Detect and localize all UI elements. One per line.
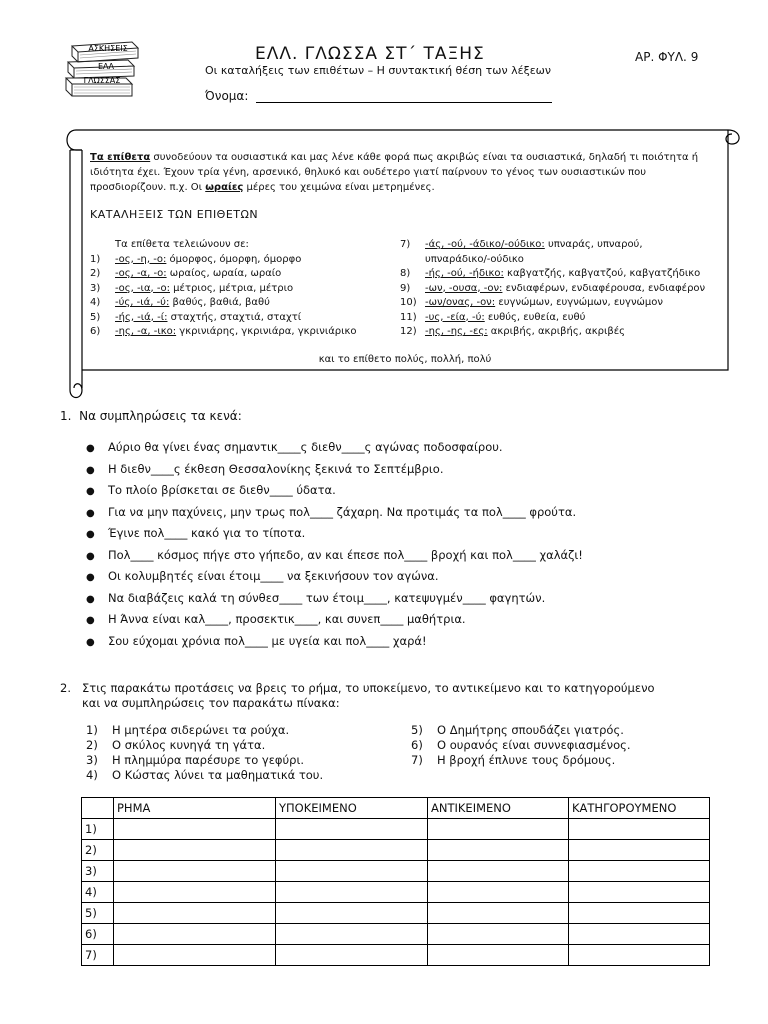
- table-row: [82, 840, 710, 861]
- sheet-number: ΑΡ. ΦΥΛ. 9: [635, 50, 699, 64]
- bullet-icon: ●: [86, 593, 95, 605]
- answer-cell[interactable]: [114, 861, 276, 882]
- exercise-2-text-1: Στις παρακάτω προτάσεις να βρεις το ρήμα, το υποκείμενο, το αντικείμενο και το κατηγορούμενο: [82, 681, 655, 695]
- exercise-1-sentences: [86, 440, 583, 655]
- fill-in-sentence[interactable]: ● Η Άννα είναι καλ____, προσεκτικ____, και συνεπ____ μαθήτρια.: [86, 612, 466, 626]
- answer-cell[interactable]: [276, 819, 428, 840]
- exercise-1-text: Να συμπληρώσεις τα κενά:: [79, 409, 242, 423]
- exercise-2-sentences-left: [86, 723, 323, 783]
- answer-cell[interactable]: [114, 945, 276, 966]
- ending-item: 5) -ής, -ιά, -ί: σταχτής, σταχτιά, σταχτί: [90, 311, 302, 323]
- answer-cell[interactable]: [276, 882, 428, 903]
- fill-in-sentence[interactable]: ● Να διαβάζεις καλά τη σύνθεσ____ των έτοιμ____, κατεψυγμέν____ φαγητών.: [86, 590, 546, 605]
- fill-in-sentence[interactable]: ● Έγινε πολ____ κακό για το τίποτα.: [86, 526, 306, 540]
- table-header: ΚΑΤΗΓΟΡΟΥΜΕΝΟ: [569, 798, 710, 819]
- bullet-icon: ●: [86, 443, 95, 454]
- answer-cell[interactable]: [428, 945, 569, 966]
- analysis-sentence: 7) Η βροχή έπλυνε τους δρόμους.: [411, 753, 616, 767]
- ending-item: 8) -ής, -ού, -ήδικο: καβγατζής, καβγατζού, καβγατζήδικο: [400, 268, 701, 279]
- answer-cell[interactable]: [428, 924, 569, 945]
- answer-cell[interactable]: [428, 882, 569, 903]
- answer-cell[interactable]: [114, 924, 276, 945]
- answer-cell[interactable]: [569, 840, 710, 861]
- exercise-2-sentences-right: [411, 723, 631, 768]
- ending-item-continuation: υπναράδικο/-ούδικο: [425, 253, 524, 265]
- books-logo: [62, 38, 144, 102]
- intro-text-2: μέρες του χειμώνα είναι μετρημένες.: [243, 182, 435, 193]
- worksheet-subtitle: Οι καταλήξεις των επιθέτων – Η συντακτική θέση των λέξεων: [205, 64, 552, 77]
- answer-cell[interactable]: [569, 945, 710, 966]
- endings-footnote: και το επίθετο πολύς, πολλή, πολύ: [318, 354, 492, 365]
- bullet-icon: ●: [86, 572, 95, 583]
- fill-in-sentence[interactable]: ● Αύριο θα γίνει ένας σημαντικ____ς διεθν____ς αγώνας ποδοσφαίρου.: [86, 440, 503, 454]
- exercise-1-prompt: [60, 409, 242, 423]
- row-label: 4): [82, 882, 114, 903]
- answer-cell[interactable]: [428, 840, 569, 861]
- ending-item: 2) -ος, -α, -ο: ωραίος, ωραία, ωραίο: [90, 268, 282, 279]
- ending-item: 11) -υς, -εία, -ύ: ευθύς, ευθεία, ευθύ: [400, 311, 586, 323]
- fill-in-sentence[interactable]: ● Πολ____ κόσμος πήγε στο γήπεδο, αν και έπεσε πολ____ βροχή και πολ____ χαλάζι!: [86, 547, 583, 562]
- exercise-2-number: 2.: [60, 681, 71, 695]
- answer-cell[interactable]: [569, 903, 710, 924]
- table-header-row: [82, 798, 710, 819]
- table-header: [82, 798, 114, 819]
- answer-cell[interactable]: [114, 840, 276, 861]
- intro-term: Τα επίθετα: [90, 152, 151, 163]
- analysis-sentence: 4) Ο Κώστας λύνει τα μαθηματικά του.: [86, 768, 324, 782]
- row-label: 7): [82, 945, 114, 966]
- answer-cell[interactable]: [276, 840, 428, 861]
- exercise-2-text-2: και να συμπληρώσεις τον παρακάτω πίνακα:: [82, 696, 340, 710]
- fill-in-sentence[interactable]: ● Οι κολυμβητές είναι έτοιμ____ να ξεκινήσουν τον αγώνα.: [86, 569, 439, 583]
- name-row: [205, 89, 552, 103]
- bullet-icon: ●: [86, 464, 95, 476]
- endings-right-column: [400, 238, 705, 340]
- answer-cell[interactable]: [276, 861, 428, 882]
- ending-item: 12) -ης, -ης, -ες: ακριβής, ακριβής, ακριβές: [400, 326, 625, 337]
- answer-cell[interactable]: [428, 819, 569, 840]
- ending-item: 9) -ων, -ουσα, -ον: ενδιαφέρων, ενδιαφέρουσα, ενδιαφέρον: [400, 282, 706, 294]
- endings-left-column: [90, 238, 357, 340]
- table-row: [82, 861, 710, 882]
- answer-cell[interactable]: [569, 819, 710, 840]
- logo-line-1: ΑΣΚΗΣΕΙΣ: [88, 44, 128, 53]
- row-label: 2): [82, 840, 114, 861]
- intro-paragraph: [90, 150, 720, 195]
- endings-left-heading: Τα επίθετα τελειώνουν σε:: [115, 239, 249, 250]
- logo-line-2: ΕΛΛ: [98, 62, 114, 71]
- bullet-icon: ●: [86, 507, 95, 519]
- answer-cell[interactable]: [114, 882, 276, 903]
- analysis-sentence: 3) Η πλημμύρα παρέσυρε το γεφύρι.: [86, 753, 305, 767]
- intro-text-1: συνοδεύουν τα ουσιαστικά και μας λένε κάθε φορά πως ακριβώς είναι τα ουσιαστικά, δηλαδή τι ποιότητα ή ιδιότητα έχει. Έχουν τρία γένη, αρσενικό, θηλυκό και ουδέτερο γιατί παίρνουν το γένος των ουσιαστικών που προσδιορίζουν. π.χ. Οι: [90, 152, 699, 193]
- table-row: [82, 903, 710, 924]
- bullet-icon: ●: [86, 615, 95, 626]
- bullet-icon: ●: [86, 550, 95, 562]
- exercise-2-prompt: [60, 681, 740, 711]
- analysis-sentence: 2) Ο σκύλος κυνηγά τη γάτα.: [86, 738, 266, 752]
- answer-cell[interactable]: [428, 861, 569, 882]
- table-header: ΥΠΟΚΕΙΜΕΝΟ: [276, 798, 428, 819]
- answer-cell[interactable]: [428, 903, 569, 924]
- ending-item: 4) -ύς, -ιά, -ύ: βαθύς, βαθιά, βαθύ: [90, 297, 270, 308]
- analysis-sentence: 1) Η μητέρα σιδερώνει τα ρούχα.: [86, 723, 290, 737]
- fill-in-sentence[interactable]: ● Η διεθν____ς έκθεση Θεσσαλονίκης ξεκινά το Σεπτέμβριο.: [86, 461, 444, 476]
- answer-cell[interactable]: [569, 924, 710, 945]
- bullet-icon: ●: [86, 636, 95, 648]
- answer-cell[interactable]: [276, 903, 428, 924]
- fill-in-sentence[interactable]: ● Το πλοίο βρίσκεται σε διεθν____ ύδατα.: [86, 483, 336, 497]
- table-row: [82, 924, 710, 945]
- answer-cell[interactable]: [569, 882, 710, 903]
- answer-table: [81, 797, 710, 966]
- endings-title: ΚΑΤΑΛΗΞΕΙΣ ΤΩΝ ΕΠΙΘΕΤΩΝ: [90, 208, 259, 221]
- logo-line-3: ΓΛΩΣΣΑΣ: [83, 76, 121, 85]
- row-label: 1): [82, 819, 114, 840]
- worksheet-title: ΕΛΛ. ΓΛΩΣΣΑ ΣΤ΄ ΤΑΞΗΣ: [255, 44, 485, 64]
- analysis-sentence: 5) Ο Δημήτρης σπουδάζει γιατρός.: [411, 723, 624, 737]
- answer-cell[interactable]: [114, 903, 276, 924]
- intro-example: ωραίες: [205, 182, 244, 193]
- ending-item: 3) -ος, -ια, -ο: μέτριος, μέτρια, μέτριο: [90, 282, 294, 294]
- name-label: Όνομα:: [205, 89, 249, 103]
- table-row: [82, 945, 710, 966]
- ending-item: 10) -ων/ονας, -ον: ευγνώμων, ευγνώμων, ευγνώμον: [400, 297, 663, 308]
- fill-in-sentence[interactable]: ● Για να μην παχύνεις, μην τρως πολ____ ζάχαρη. Να προτιμάς τα πολ____ φρούτα.: [86, 504, 577, 519]
- answer-cell[interactable]: [276, 924, 428, 945]
- answer-cell[interactable]: [276, 945, 428, 966]
- answer-cell[interactable]: [569, 861, 710, 882]
- bullet-icon: ●: [86, 529, 95, 540]
- fill-in-sentence[interactable]: ● Σου εύχομαι χρόνια πολ____ με υγεία και πολ____ χαρά!: [86, 633, 427, 648]
- bullet-icon: ●: [86, 486, 95, 497]
- row-label: 6): [82, 924, 114, 945]
- table-row: [82, 819, 710, 840]
- ending-item: 7) -άς, -ού, -άδικο/-ούδικο: υπναράς, υπναρού,: [400, 239, 643, 250]
- table-row: [82, 882, 710, 903]
- row-label: 3): [82, 861, 114, 882]
- exercise-1-number: 1.: [60, 409, 72, 423]
- ending-item: 6) -ης, -α, -ικο: γκρινιάρης, γκρινιάρα, γκρινιάρικο: [90, 326, 357, 337]
- table-header: ΑΝΤΙΚΕΙΜΕΝΟ: [428, 798, 569, 819]
- analysis-sentence: 6) Ο ουρανός είναι συννεφιασμένος.: [411, 738, 631, 752]
- ending-item: 1) -ος, -η, -ο: όμορφος, όμορφη, όμορφο: [90, 253, 302, 265]
- row-label: 5): [82, 903, 114, 924]
- answer-cell[interactable]: [114, 819, 276, 840]
- table-header: ΡΗΜΑ: [114, 798, 276, 819]
- name-input-line[interactable]: [256, 90, 552, 103]
